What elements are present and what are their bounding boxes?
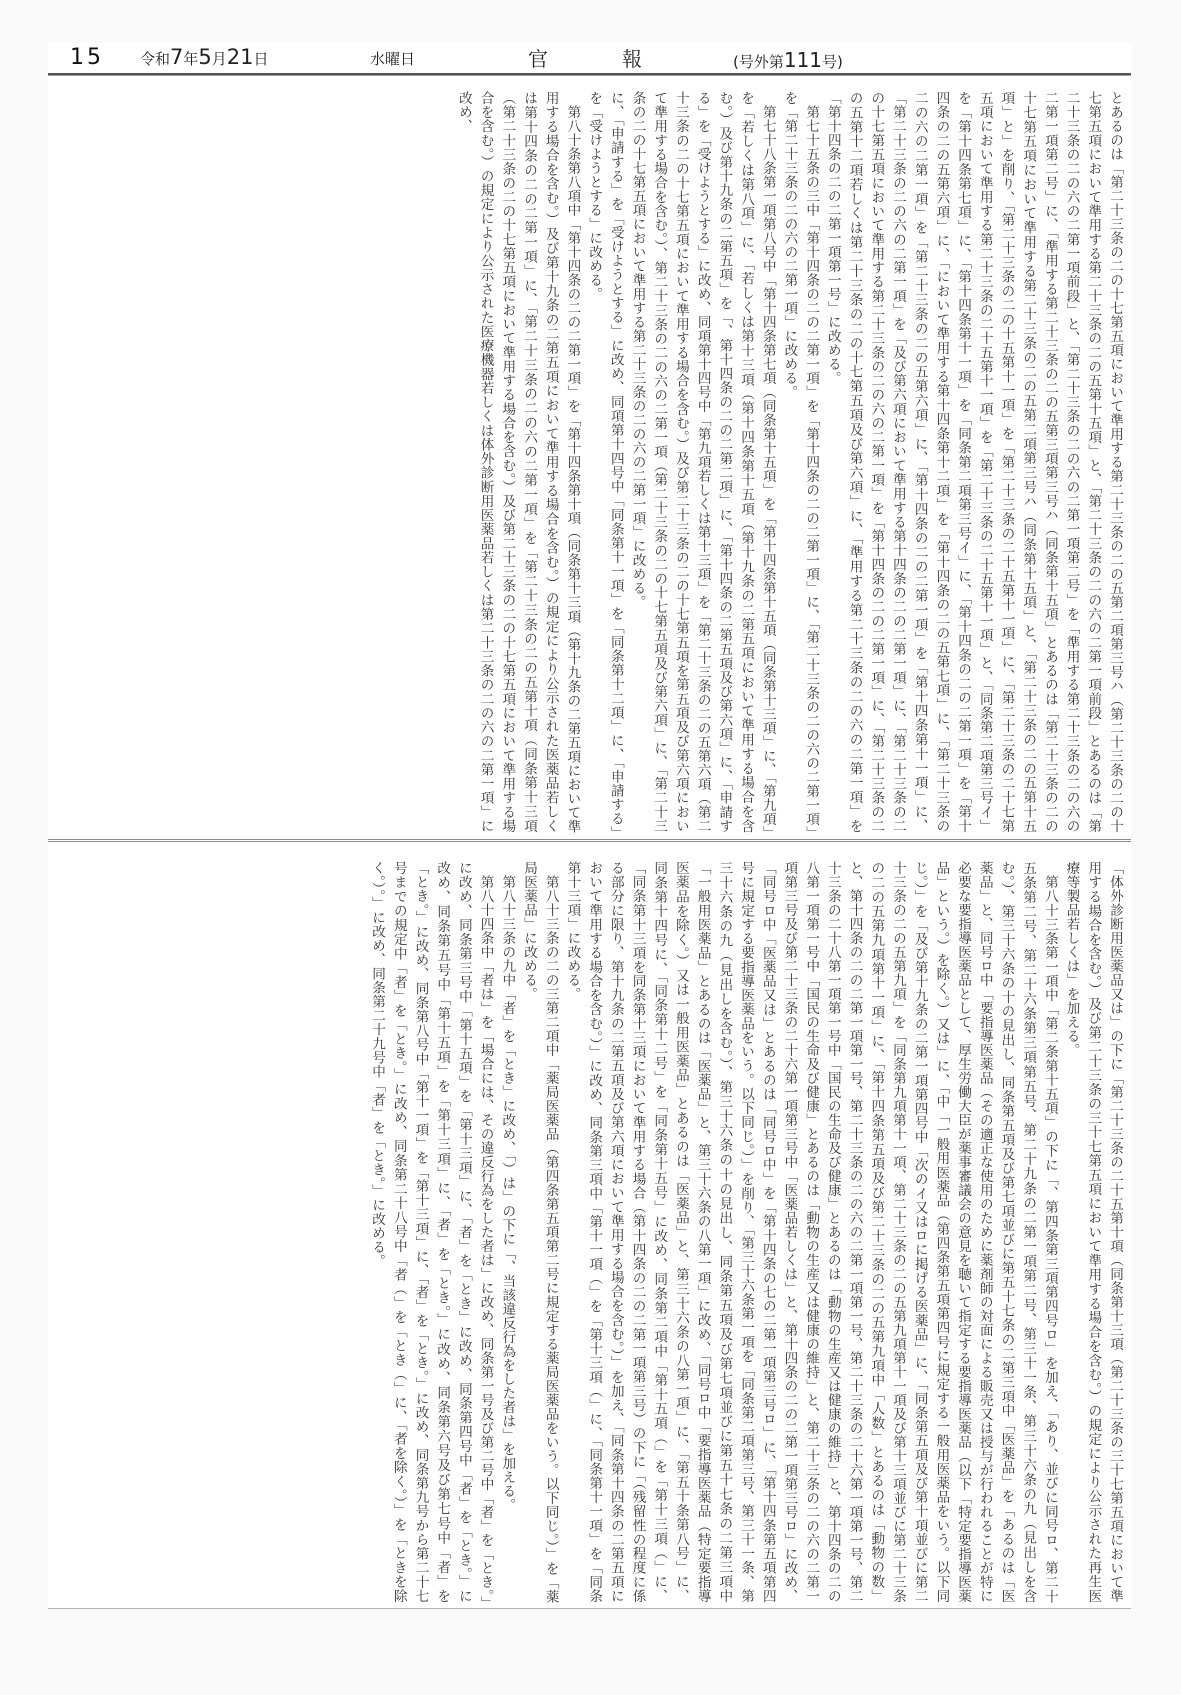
paragraph: 第八十三条の二の三第二項中「薬局医薬品（第四条第五項第二号に規定する薬局医薬品をいう。以下同じ。）」を「薬局医薬品」に改める。 [521,861,559,1603]
year-suffix: 年 [183,50,199,68]
weekday: 水曜日 [370,50,416,68]
paragraph: 第七十八条第一項第八号中「第十四条第七項（同条第十五項」を「第十四条第十五項（同条第十三項」に、「第九項」を「若しくは第八項」に、「若しくは第十三項（第十四条第十五項（第十九条の二第五項において準用する場合を含む。）及び第十九条の二第五項」を「、第十四条の二の二第二項」に、「第十四条の二第五項及び第六項」に、「申請する」を「受けようとする」に改め、同項第十四号中「第九項若しくは第十三項」を「第二十三条の二の五第六項（第二十三条の二の十七第五項において準用する場合を含む。）及び第二十三条の二の十七第五項を第五項及び第六項において準用する場合を含む。）、第二十三条の二の六の二第一項（第二十三条の二の十七第五項及び第六項」に、「第二十三条の二の十七第五項において準用する第二十三条の二の六の二第一項」に改める。 [629,91,776,833]
gazette-title-char-2: 報 [622,47,642,71]
month-suffix: 月 [211,50,227,68]
header-rule [48,73,1131,76]
paragraph: に、「申請する」を「受けようとする」に改め、同項第十四号中「同条第十一項」を「同条第十二項」に、「申請する」を「受けようとする」に改める。 [586,91,624,833]
issue-number-value: 111 [783,48,823,72]
paragraph: 「体外診断用医薬品又は」の下に「第二十三条の二十五第十項（同条第十三項（第二十三条の三十七第五項において準用する場合を含む。）及び第二十三条の三十七第五項において準用する場合を含む。）の規定により公示された再生医療等製品若しくは」を加える。 [1063,861,1123,1603]
band-divider [48,839,1131,844]
paragraph: 第八十条第八項中「第十四条の二の二第一項」を「第十四条第十項（同条第十三項（第十九条の二第五項において準用する場合を含む。）及び第十九条の二第五項において準用する場合を含む。）の規定により公示された医薬品若しくは第十四条の二の二第一項」に、「第二十三条の二の六の二第一項」を「第二十三条の二の五第十項（同条第十三項（第二十三条の二の十七第五項において準用する場合を含む。）及び第二十三条の二の十七第五項において準用する場合を含む。）の規定により公示された医療機器若しくは体外診断用医薬品若しくは第二十三条の二の六の二第一項」に改め、 [455,91,581,833]
paragraph: 第八十三条の九中「者」を「とき」に改め、「）は」の下に「、当該違反行為をした者は」を加える。 [499,874,516,1512]
page-number: 15 [70,45,104,70]
text-band-bottom [54,861,1125,1603]
day-suffix: 日 [253,50,269,68]
month: 5 [198,45,212,69]
year: 7 [170,45,184,69]
paragraph: 第八十四条中「者は」を「場合には、その違反行為をした者は」に改め、同条第一号及び第二号中「者」を「とき。」に改め、同条第三号中「第十五項」を「第十三項」に、「者」を「とき」に改め、同条第四号中「者」を「とき。」に改め、同条第五号中「第十五項」を「第十三項」に、「者」を「とき。」に改め、同条第六号及び第七号中「者」を「とき。」に改め、同条第八号中「第十一項」を「第十三項」に、「者」を「とき。」に改め、同条第九号から第二十七号までの規定中「者」を「とき。」に改め、同条第二十八号中「者（」を「とき（」に、「者を除く。）」を「ときを除く。）。」に改め、同条第二十九号中「者」を「とき。」に改める。 [369,861,494,1603]
issue-prefix: (号外第 [733,53,784,71]
era: 令和 [140,50,171,68]
gazette-title-char-1: 官 [528,47,548,71]
day: 21 [226,45,254,69]
publication-date [140,45,269,69]
paragraph: とあるのは「第二十三条の二の十七第五項において準用する第二十三条の二の五第二項第三号ハ（第二十三条の二の十七第五項において準用する第二十三条の二の五第十五項」と、「第二十三条の二の六の二第一項前段」とあるのは「第二十三条の二の六の二第一項前段」と、「第二十三条の二の六の二第一項第二号」を「準用する第二十三条の二の六の二第一項第二号」に、「準用する第二十三条の二の五第三項第三号ハ（同条第十五項」とあるのは「第二十三条の二の十七第五項において準用する第二十三条の二の五第二項第三号ハ（同条第十五項」と、「第二十三条の二の五第十五項」と」を削り、「第二十三条の二の十五第十一項」を「第二十三条の二十五第十一項」に、「第二十三条の二十七第五項において準用する第二十三条の二十五第十一項」を「第二十三条の二十五第十一項」と、「同条第二項第三号イ」を「第十四条第七項」に、「第十四条第十一項」を「同条第二項第三号イ」に、「第十四条の二の二第一項」を「第十四条の二の五第六項」に、「において準用する第十四条第十二項」を「第十四条の二の五第七項」に、「第二十三条の二の六の二第一項」を「第二十三条の二の五第六項」に、「第十四条の二の二第一項」を「第十四条第十一項」に、「第二十三条の二の六の二第一項」を「及び第六項において準用する第十四条の二の二第一項」に、「第二十三条の二の十七第五項において準用する第二十三条の二の六の二第一項」を「第十四条の二の二第一項」に、「第二十三条の二の五第十二項若しくは第二十三条の二の十七第五項及び第六項」に、「準用する第二十三条の二の六の二第一項」を「第十四条の二の二第一項第一号」に改める。 [824,91,1123,833]
paragraph: 第八十三条第一項中「第二条第十五項」の下に「、第四条第三項第四号ロ」を加え、「あり、並びに同号ロ、第二十五条第二号、第二十六条第三項第五号、第二十九条の二第一項第二号、第三十一条、第三十六条の九（見出しを含む。）、第三十六条の十の見出し、同条第五項及び第七項並びに第五十七条の二第三項中「医薬品」を「あるのは「医薬品」と、同号ロ中「要指導医薬品（その適正な使用のために薬剤師の対面による販売又は授与が行われることが特に必要な要指導医薬品として、厚生労働大臣が薬事審議会の意見を聴いて指定する要指導医薬品（以下「特定要指導医薬品」という。）を除く。）又は」に、「中「一般用医薬品（第四条第五項第四号に規定する一般用医薬品をいう。以下同じ。）」を「及び第十九条の二第一項第四号中「次のイ又はロに掲げる医薬品」に、「同条第五項及び第十項並びに第二十三条の二の五第九項」を「同条第九項第十一項、第二十三条の二の五第九項第十一項及び第十三項並びに第二十三条の二の五第九項第十一項」に、「第十四条第五項及び第二十三条の二の五第九項中「人数」とあるのは「動物の数」と、第十四条の二の二第一項第一号、第二十三条の二の六の二第一項第一号、第二十三条の二十六第一項第一号、第二十三条の二十八第一項第一号中「国民の生命及び健康」とあるのは「動物の生産又は健康の維持」と、第十四条の二の八第一項第一号中「国民の生命及び健康」とあるのは「動物の生産又は健康の維持」と、第二十三条の二の六の二第一項第三号及び第二十三条の二十六第一項第三号中「医薬品若しくは」と、第十四条の二の二第一項第三号ロ」に改め、「同号ロ中「医薬品又は」とあるのは「同号ロ中」を「第十四条の七の二第一項第三号ロ」に、「第十四条第五項第四号に規定する要指導医薬品をいう。以下同じ。）」を削り、「第三十六条第一項を「同条第二項第三号、第三十一条、第三十六条の九（見出しを含む。）、第三十六条の十の見出し、同条第五項及び第七項並びに第五十七条の二第三項中「一般用医薬品」とあるのは「医薬品」と、第三十六条の八第一項」に改め、「同号ロ中「要指導医薬品（特定要指導医薬品を除く。）又は一般用医薬品」とあるのは「医薬品」と、第三十六条の八第一項」に、「第五十条第八号」に、同条第十四号に、「同条第十二号」を「同条第十五号」に改め、同条第二項中「第十五項（」を「第十三項（」に、「同条第十三項を同条第十三項において準用する場合（第十四条の二の二第一項第三号）の下に「（残留性の程度に係る部分に限り、第十九条の二第五項及び第六項において準用する場合を含む。）」を加え、「同条第十四条の二第五項において準用する場合を含む。）」に改め、同条第三項中「第十一項（」を「第十三項（」に、「同条第十一項」を「同条第十三項」に改める。 [564,861,1058,1603]
paragraph: 第七十五条の三中「第十四条の二の二第一項」を「第十四条の二の二第一項」に、「第二十三条の二の六の二第一項」を「第二十三条の二の六の二第一項」に改める。 [781,91,820,833]
page-header [48,43,1131,73]
issue-suffix: 号) [822,53,843,71]
issue-number [733,48,843,72]
text-band-top [54,91,1125,833]
page-bottom-rule [48,1608,1131,1609]
gazette-page [48,43,1131,1609]
